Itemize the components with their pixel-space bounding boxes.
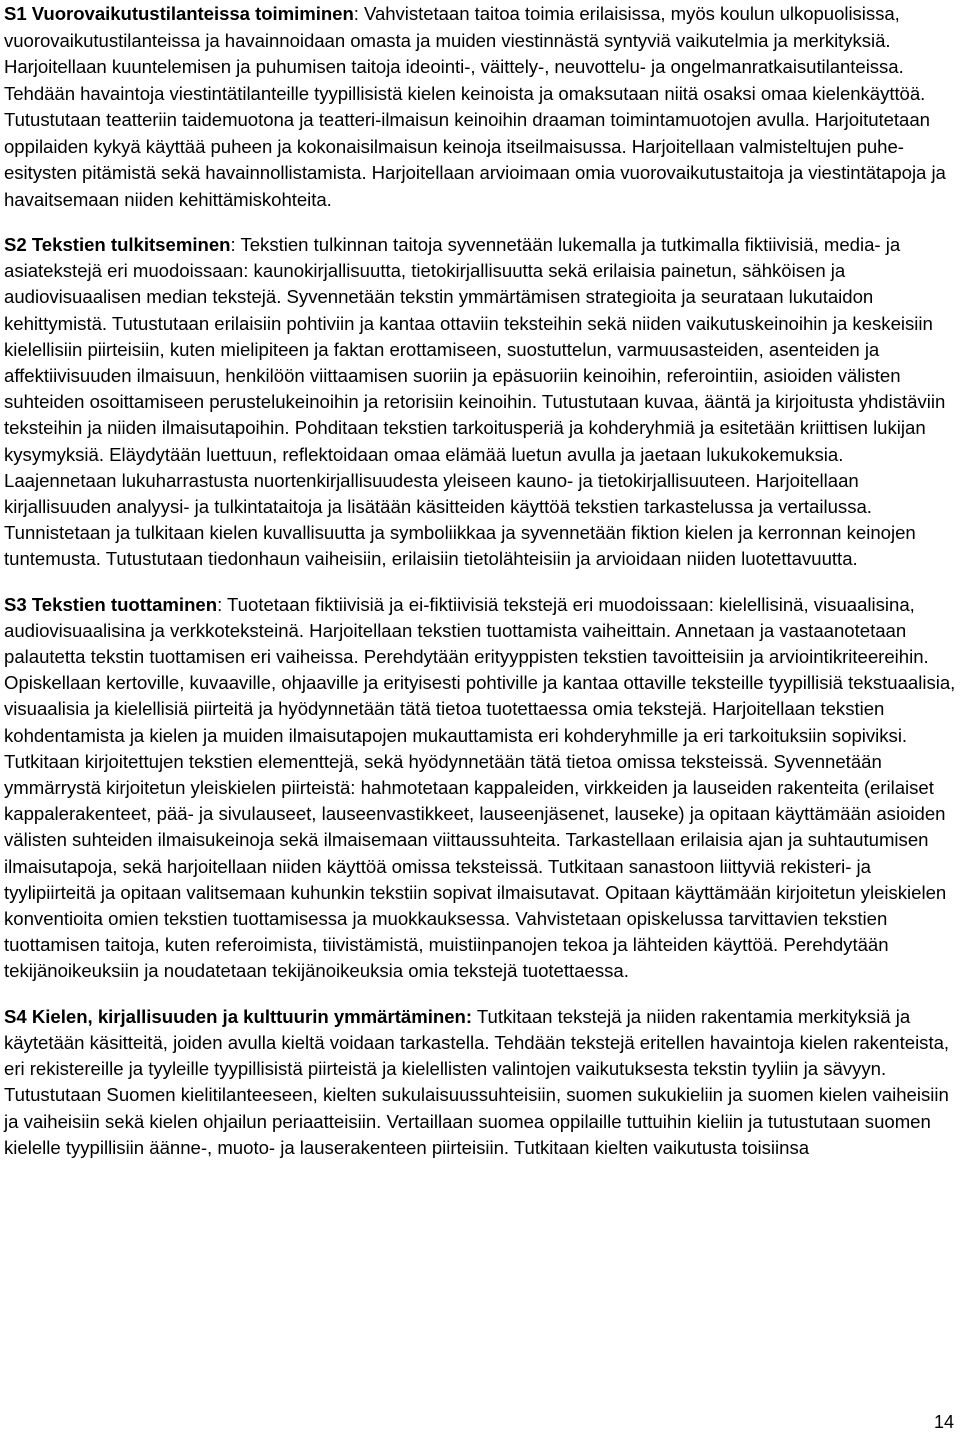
section-s3-heading: S3 Tekstien tuottaminen — [4, 593, 218, 615]
section-s1-heading: S1 Vuorovaikutustilanteissa toimiminen — [4, 3, 354, 24]
page-number: 14 — [933, 1412, 954, 1432]
section-s1-separator: : — [353, 3, 364, 24]
section-spacer — [4, 573, 956, 592]
section-spacer — [4, 985, 956, 1004]
section-s4 — [4, 1004, 956, 1161]
section-s1 — [4, 0, 956, 213]
section-s3 — [4, 592, 956, 985]
section-spacer — [4, 213, 956, 232]
section-s2-separator: : — [230, 234, 241, 255]
section-s3-separator: : — [217, 593, 228, 615]
section-s4-heading: S4 Kielen, kirjallisuuden ja kulttuurin ymmärtäminen: — [4, 1005, 473, 1027]
section-s3-body: Tuotetaan fiktiivisiä ja ei-fiktiivisiä tekstejä eri muodoissaan: kielellisinä, visuaalisina, audiovisuaalisina ja verkkoteksteinä. Harjoitellaan tekstien tuottamista vaiheittain. Annetaan ja vastaanotetaan palautetta tekstin tuottamisen eri vaiheissa. Perehdytään erityyppisten tekstien tavoitteisiin ja arviointikriteereihin. Opiskellaan kertoville, kuvaaville, ohjaaville ja erityisesti pohtiville ja kantaa ottaville teksteille tyypillisiä tekstuaalisia, visuaalisia ja kielellisiä piirteitä ja hyödynnetään tätä tietoa tuotettaessa omia tekstejä. Harjoitellaan tekstien kohdentamista ja kielen ja muiden ilmaisutapojen mukauttamista eri kohderyhmille ja eri tarkoituksiin sopiviksi. Tutkitaan kirjoitettujen tekstien elementtejä, sekä hyödynnetään tätä tietoa omissa teksteissä. Syvennetään ymmärrystä kirjoitetun yleiskielen piirteistä: hahmotetaan kappaleiden, virkkeiden ja lauseiden rakenteita (erilaiset kappalerakenteet, pää- ja sivulauseet, lauseenvastikkeet, lauseenjäsenet, lauseke) ja opitaan käyttämään asioiden välisten suhteiden ilmaisukeinoja sekä ilmaisemaan viittaussuhteita. Tarkastellaan erilaisia ajan ja suhtautumisen ilmaisutapoja, sekä harjoitellaan niiden käyttöä omissa teksteissä. Tutkitaan sanastoon liittyviä rekisteri- ja tyylipiirteitä ja opitaan valitsemaan kuhunkin tekstiin sopivat ilmaisutavat. Opitaan käyttämään kirjoitetun yleiskielen konventioita omien tekstien tuottamisessa ja muokkauksessa. Vahvistetaan opiskelussa tarvittavien tekstien tuottamisen taitoja, kuten referoimista, tiivistämistä, muistiinpanojen tekoa ja lähteiden käyttöä. Perehdytään tekijänoikeuksiin ja noudatetaan tekijänoikeuksia omia tekstejä tuotettaessa. — [4, 593, 956, 982]
section-s1-body: Vahvistetaan taitoa toimia erilaisissa, myös koulun ulkopuolisissa, vuorovaikutustilanteissa ja havainnoidaan omasta ja muiden viestinnästä syntyviä vaikutelmia ja merkityksiä. Harjoitellaan kuuntelemisen ja puhumisen taitoja ideointi-, väittely-, neuvottelu- ja ongelmanratkaisutilanteissa. Tehdään havaintoja viestintätilanteille tyypillisistä kielen keinoista ja omaksutaan niitä osaksi omaa kielenkäyttöä. Tutustutaan teatteriin taidemuotona ja teatteri-ilmaisun keinoihin draaman toimintamuotojen avulla. Harjoitutetaan oppilaiden kykyä käyttää puheen ja kokonaisilmaisun keinoja itseilmaisussa. Harjoitellaan valmisteltujen puhe-esitysten pitämistä sekä havainnollistamista. Harjoitellaan arvioimaan omia vuorovaikutustaitoja ja viestintätapoja ja havaitsemaan niiden kehittämiskohteita. — [4, 3, 946, 210]
section-s4-body: Tutkitaan tekstejä ja niiden rakentamia merkityksiä ja käytetään käsitteitä, joiden avulla kieltä voidaan tarkastella. Tehdään tekstejä eritellen havaintoja kielen rakenteista, eri rekistereille ja tyyleille tyypillisistä piirteistä ja kielellisten valintojen vaikutuksesta tekstin tyyliin ja sävyyn. Tutustutaan Suomen kielitilanteeseen, kielten sukulaisuussuhteisiin, suomen sukukieliin ja suomen kielen vaiheisiin ja vaiheisiin sekä kielen ohjailun periaatteisiin. Vertaillaan suomea oppilaille tuttuihin kieliin ja tutustutaan suomen kielelle tyypillisiin äänne-, muoto- ja lauserakenteen piirteisiin. Tutkitaan kielten vaikutusta toisiinsa — [4, 1005, 950, 1158]
section-s2-heading: S2 Tekstien tulkitseminen — [4, 234, 231, 255]
section-s2 — [4, 232, 956, 573]
document-page — [4, 0, 956, 1161]
section-s2-body: Tekstien tulkinnan taitoja syvennetään lukemalla ja tutkimalla fiktiivisiä, media- ja asiatekstejä eri muodoissaan: kaunokirjallisuutta, tietokirjallisuutta sekä erilaisia painetun, sähköisen ja audiovisuaalisen median tekstejä. Syvennetään tekstin ymmärtämisen strategioita ja seurataan lukutaidon kehittymistä. Tutustutaan erilaisiin pohtiviin ja kantaa ottaviin teksteihin sekä niiden vaikutuskeinoihin ja keskeisiin kielellisiin piirteisiin, kuten mielipiteen ja faktan erottamiseen, suostuttelun, varmuusasteiden, asenteiden ja affektiivisuuden ilmaisuun, henkilöön viittaamisen suoriin ja epäsuoriin keinoihin, referointiin, asioiden välisten suhteiden osoittamiseen perustelukeinoihin ja retorisiin keinoihin. Tutustutaan kuvaa, ääntä ja kirjoitusta yhdistäviin teksteihin ja niiden ilmaisutapoihin. Pohditaan tekstien tarkoitusperiä ja kohderyhmiä ja esitetään kriittisen lukijan kysymyksiä. Eläydytään luettuun, reflektoidaan omaa elämää luetun avulla ja jaetaan lukukokemuksia. Laajennetaan lukuharrastusta nuortenkirjallisuudesta yleiseen kauno- ja tietokirjallisuuteen. Harjoitellaan kirjallisuuden analyysi- ja tulkintataitoja ja lisätään käsitteiden käyttöä tekstien tarkastelussa ja vertailussa. Tunnistetaan ja tulkitaan kielen kuvallisuutta ja symboliikkaa ja syvennetään fiktion kielen ja kerronnan keinojen tuntemusta. Tutustutaan tiedonhaun vaiheisiin, erilaisiin tietolähteisiin ja arvioidaan niiden luotettavuutta. — [4, 234, 946, 570]
